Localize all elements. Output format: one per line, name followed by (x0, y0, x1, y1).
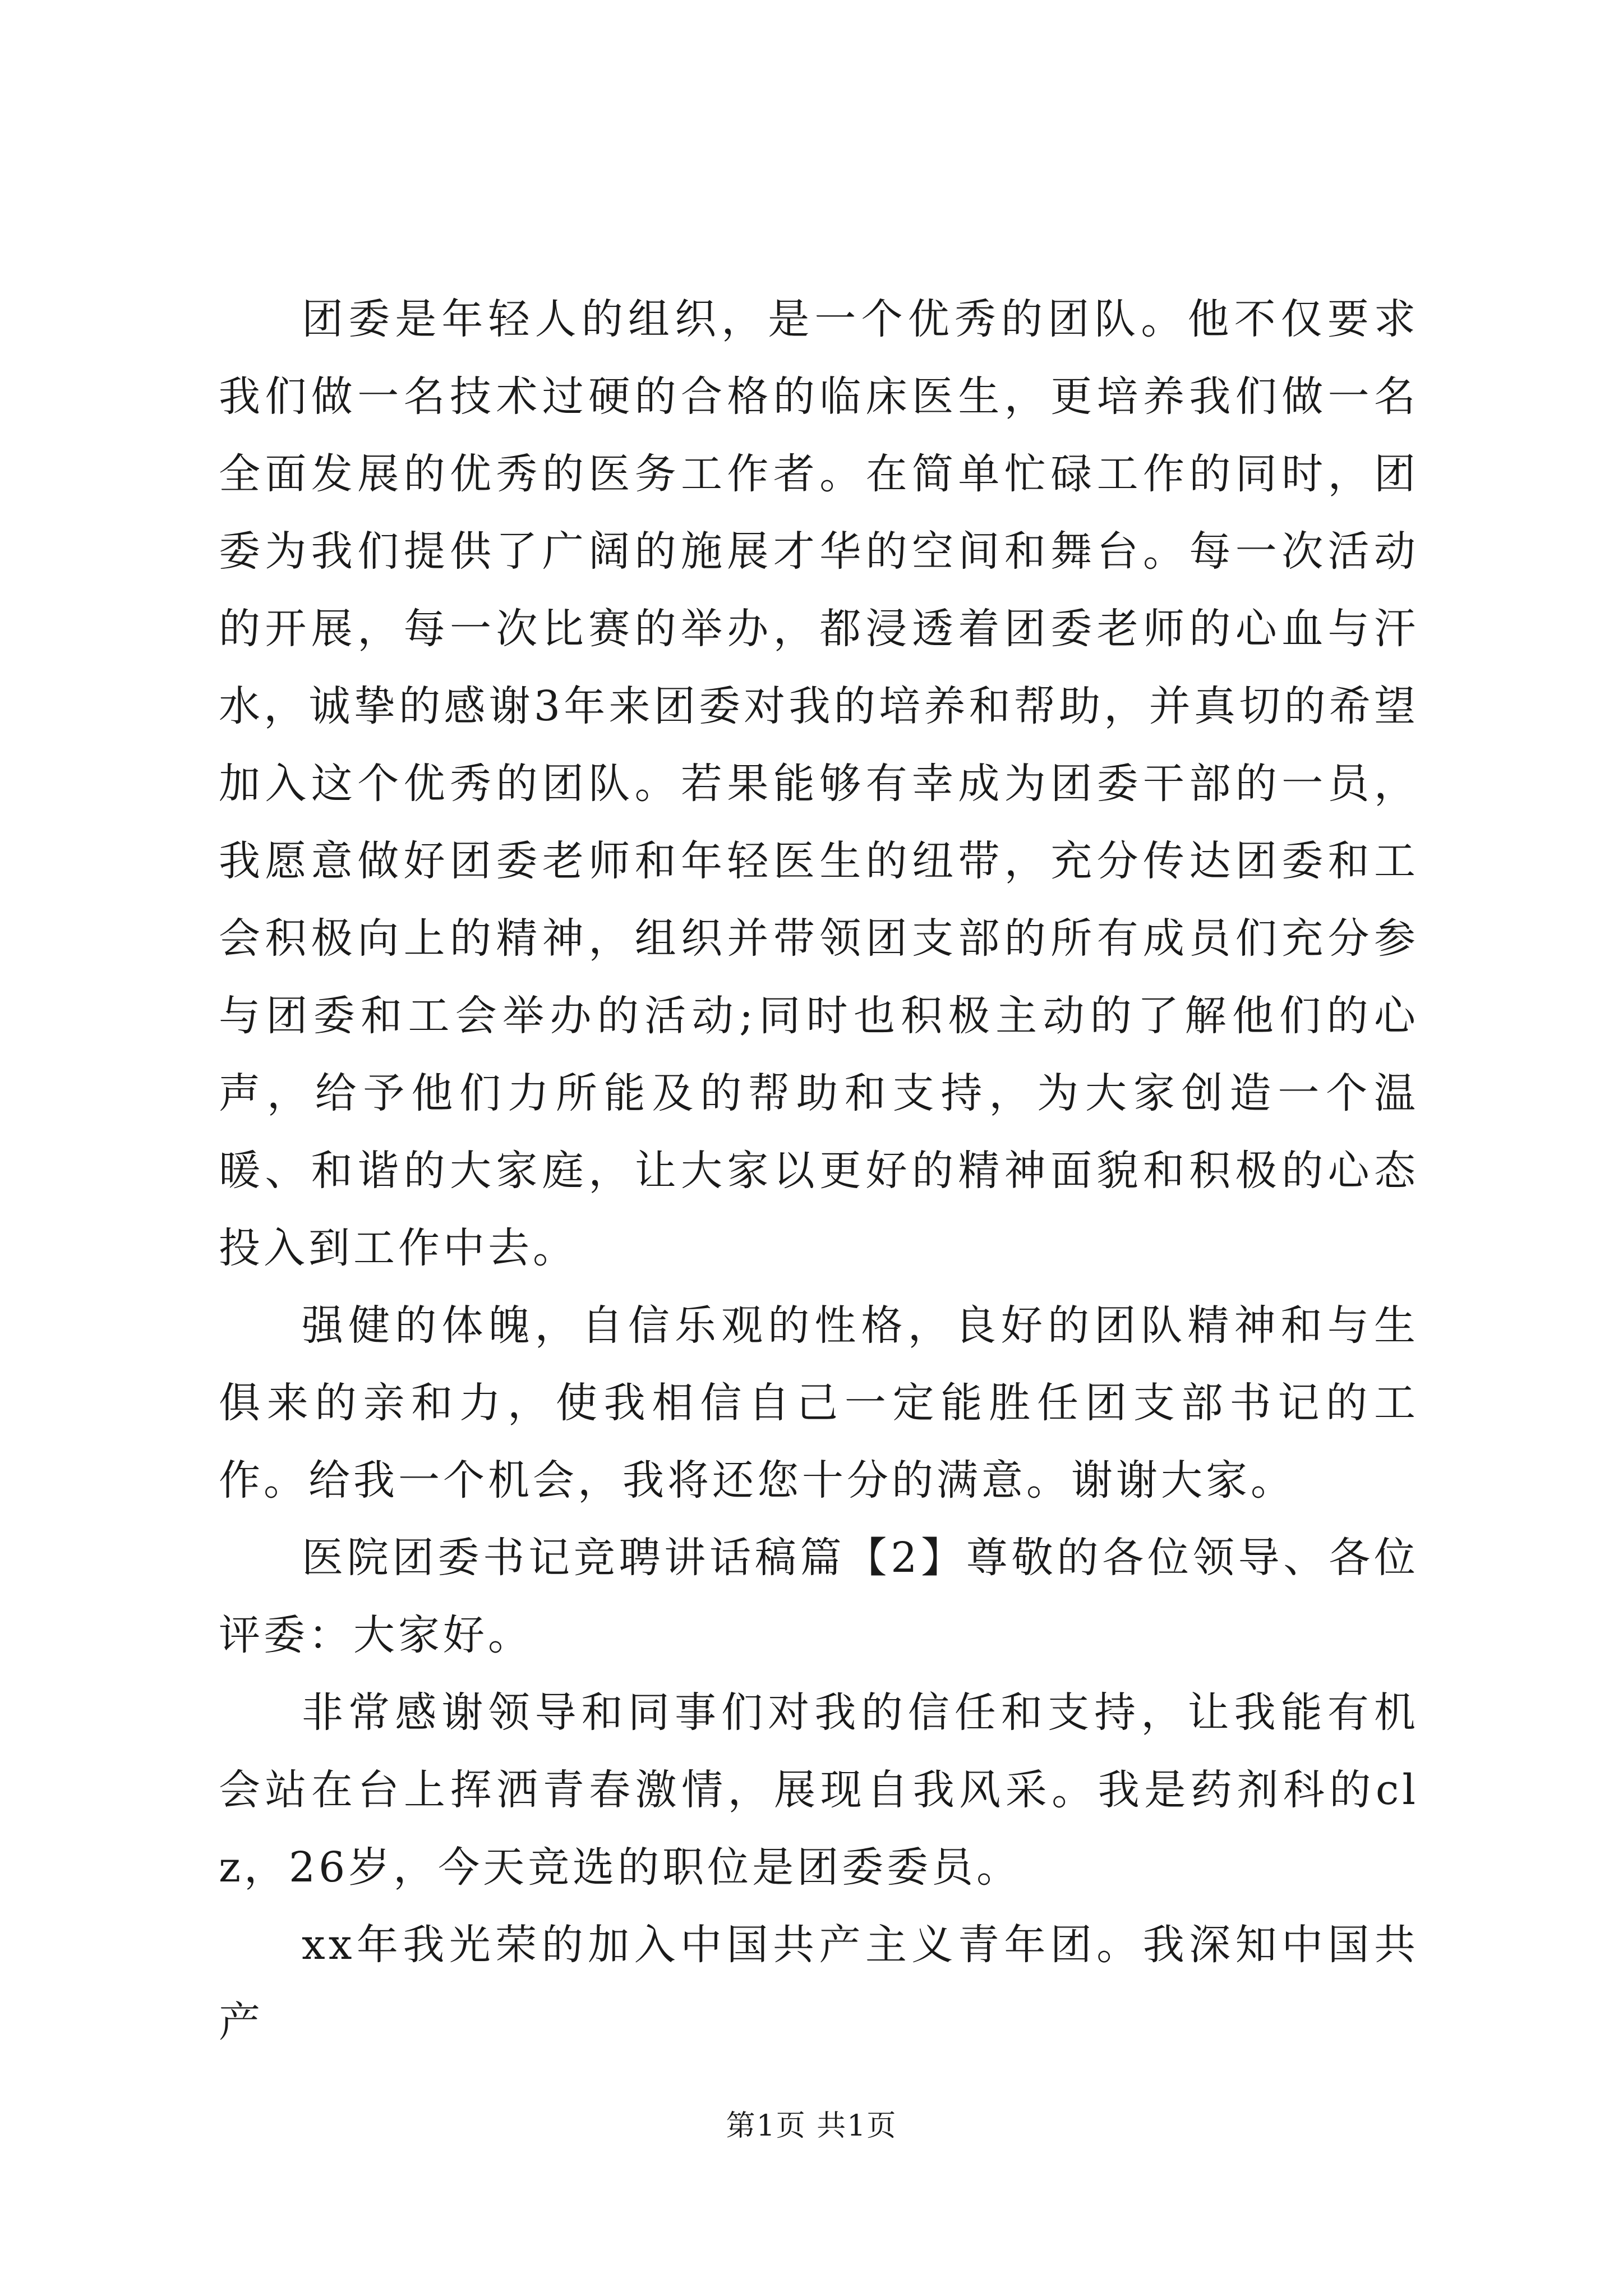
paragraph-3: 医院团委书记竞聘讲话稿篇【2】尊敬的各位领导、各位评委：大家好。 (219, 1534, 1419, 1659)
paragraph-1: 团委是年轻人的组织，是一个优秀的团队。他不仅要求我们做一名技术过硬的合格的临床医生，更培养我们做一名全面发展的优秀的医务工作者。在简单忙碌工作的同时，团委为我们提供了广阔的施展才华的空间和舞台。每一次活动的开展，每一次比赛的举办，都浸透着团委老师的心血与汗水，诚挚的感谢3年来团委对我的培养和帮助，并真切的希望加入这个优秀的团队。若果能够有幸成为团委干部的一员，我愿意做好团委老师和年轻医生的纽带，充分传达团委和工会积极向上的精神，组织并带领团支部的所有成员们充分参与团委和工会举办的活动;同时也积极主动的了解他们的心声，给予他们力所能及的帮助和支持，为大家创造一个温暖、和谐的大家庭，让大家以更好的精神面貌和积极的心态投入到工作中去。 (219, 295, 1419, 1272)
page-footer: 第1页 共1页 (726, 2109, 897, 2143)
paragraph-4: 非常感谢领导和同事们对我的信任和支持，让我能有机会站在台上挥洒青春激情，展现自我风采。我是药剂科的clz，26岁，今天竞选的职位是团委委员。 (219, 1688, 1419, 1892)
document-body (219, 280, 1419, 2061)
paragraph-2: 强健的体魄，自信乐观的性格，良好的团队精神和与生俱来的亲和力，使我相信自己一定能胜任团支部书记的工作。给我一个机会，我将还您十分的满意。谢谢大家。 (219, 1301, 1419, 1504)
paragraph-5: xx年我光荣的加入中国共产主义青年团。我深知中国共产 (219, 1921, 1419, 2046)
